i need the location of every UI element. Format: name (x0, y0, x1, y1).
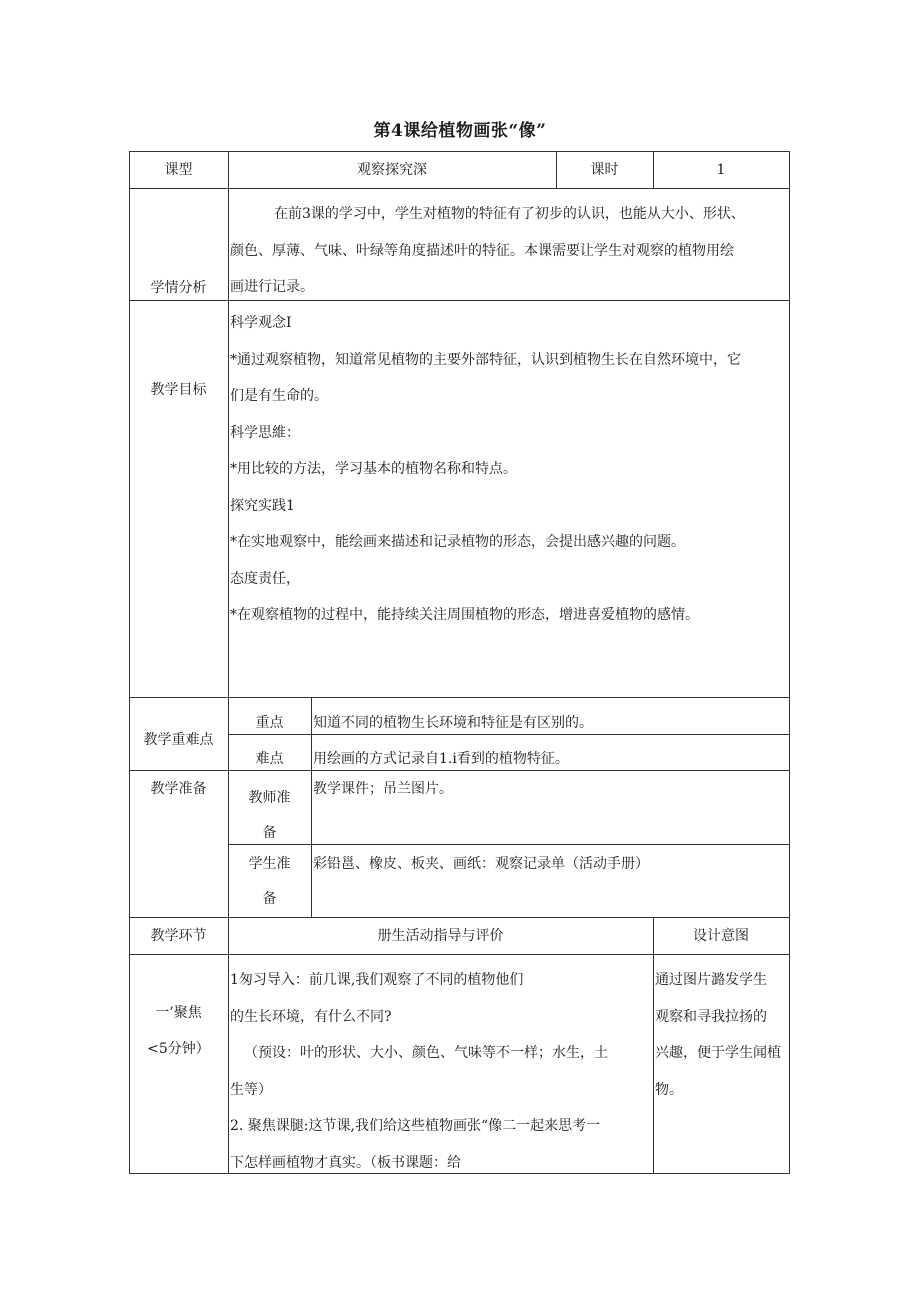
process-col-intent: 设计意图 (693, 928, 749, 944)
lesson-hours-value: 1 (716, 162, 726, 178)
col-border (228, 151, 229, 1174)
teacher-prep-value: 教学课件；吊兰图片。 (313, 781, 453, 797)
goals-line: 科学思維： (230, 424, 300, 441)
activity-line: 2. 聚焦课腿:这节课,我们给这些植物画张“像二一起来思考一 (230, 1118, 601, 1134)
goals-line: *在实地观察中，能绘画来描述和记录植物的形态，会提出感兴趣的问题。 (230, 534, 685, 550)
student-prep-value: 彩铅邕、橡皮、板夹、画纸：观察记录单（活动手册） (313, 856, 649, 872)
intent-line: 观察和寻我拉扬的 (655, 1008, 767, 1025)
student-prep-label: 备 (262, 891, 277, 907)
goals-label: 教学目标 (150, 382, 207, 398)
process-col-activity: 册生活动指导与评价 (377, 928, 504, 944)
analysis-text (230, 196, 788, 306)
col-border (789, 151, 790, 1174)
difficulty-value: 用绘画的方式记录自1.i看到的植物特征。 (313, 751, 569, 767)
analysis-line: 画进行记录。 (230, 279, 314, 295)
goals-line: 探究实践1 (230, 497, 295, 514)
keypoints-label: 教学重难点 (143, 732, 214, 748)
intent-text (655, 962, 789, 1108)
intent-line: 通过图片潞发学生 (655, 972, 767, 988)
goals-line: *用比较的方法，学习基本的植物名称和特点。 (230, 461, 517, 477)
activity-line: （预设：叶的形状、大小、颜色、气味等不一样；水生，土 (244, 1045, 608, 1061)
teacher-prep-label: 教师准 (248, 790, 291, 806)
prep-label: 教学准备 (150, 781, 207, 797)
key-point-value: 知道不同的植物生长环境和特征是有区别的。 (313, 715, 593, 731)
analysis-line: 在前3课的学习中，学生对植物的特征有了初步的认识，也能从大小、形状、 (274, 206, 745, 222)
analysis-line: 颜色、厚薄、气味、叶绿等角度描述叶的特征。本课需要让学生对观察的植物用绘 (230, 242, 734, 259)
goals-line: 态度责任， (230, 570, 300, 587)
lesson-type-value: 观察探究深 (357, 162, 427, 178)
activity-text (230, 962, 652, 1181)
student-prep-label: 学生准 (248, 856, 291, 872)
lesson-title: 第4课给植物画张“像” (373, 121, 547, 141)
goals-text (230, 305, 788, 634)
goals-line: *通过观察植物，知道常见植物的主要外部特征，认识到植物生长在自然环境中，它 (230, 351, 741, 368)
stage-duration: <5分钟） (147, 1041, 210, 1057)
activity-line: 下怎样画植物才真实。（板书课题：给 (230, 1154, 461, 1171)
lesson-type-label: 课型 (164, 162, 193, 178)
goals-line: 们是有生命的。 (230, 388, 328, 404)
goals-line: 科学观念I (230, 315, 292, 331)
col-border (653, 917, 654, 1174)
goals-line: *在观察植物的过程中，能持续关注周围植物的形态，增进喜爱植物的感情。 (230, 607, 699, 623)
col-border (311, 697, 312, 917)
teacher-prep-label: 备 (262, 825, 277, 841)
analysis-label: 学情分析 (150, 280, 207, 296)
difficulty-label: 难点 (255, 751, 284, 767)
process-col-stage: 教学环节 (150, 928, 207, 944)
activity-line: 1匆习导入：前几课,我们观察了不同的植物他们 (230, 972, 524, 988)
row-border (228, 844, 790, 845)
activity-line: 的生长环境，有什么不同? (230, 1008, 392, 1025)
activity-line: 生等） (230, 1081, 272, 1098)
key-point-label: 重点 (255, 715, 284, 731)
stage-name: 一’聚焦 (155, 1005, 202, 1021)
intent-line: 兴趣，便于学生闻植 (655, 1045, 781, 1061)
intent-line: 物。 (655, 1081, 683, 1098)
lesson-hours-label: 课时 (590, 162, 619, 178)
